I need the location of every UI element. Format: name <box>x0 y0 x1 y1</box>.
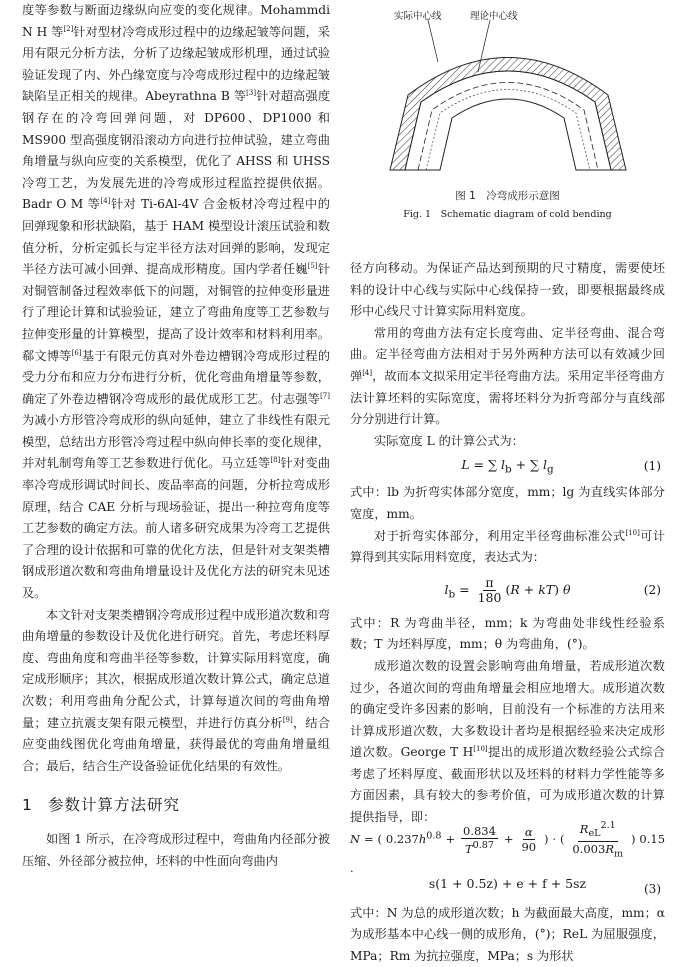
paragraph-eq1-def <box>350 482 665 525</box>
text-run: 成形道次数的设置会影响弯曲角增量，若成形道次数过少，各道次间的弯曲角增量会相应地增大。成形道次数的确定受许多因素的影响，目前没有一个标准的方法用来计算成形道次数，大多数设计者均是根据经验来决定成形道次数。George T H <box>350 658 665 760</box>
figure-caption-cn: 图 1 冷弯成形示意图 <box>455 190 560 202</box>
equation-3-line2-body: s(1 + 0.5z) + e + f + 5sz <box>428 875 587 891</box>
citation: [5] <box>307 262 318 271</box>
citation: [10] <box>625 528 640 537</box>
text-run: 基于有限元仿真对外卷边槽钢冷弯成形过程的受力分布和应力分布进行分析，优化弯曲角增量等参数，确定了外卷边槽钢冷弯成形的最优成形工艺。付志强等 <box>22 348 331 406</box>
citation: [8] <box>270 456 281 465</box>
equation-2 <box>350 569 665 613</box>
paragraph-passes <box>350 656 665 829</box>
equation-2-body: $l_b$ = $\frac{\pi}{180}$ (R + kT) θ <box>444 574 571 605</box>
equation-3 <box>350 819 666 879</box>
text-run: 如图 1 所示，在冷弯成形过程中，弯曲角内径部分被压缩、外径部分被拉伸，坯料的中性面向弯曲内 <box>22 831 330 868</box>
citation: [6] <box>71 348 82 357</box>
paragraph-width-intro <box>350 431 665 453</box>
text-run: 度等参数与断面边缘纵向应变的变化规律。Mohammdi N H 等 <box>22 3 330 39</box>
text-run: 式中：lb 为折弯实体部分宽度，mm；lg 为直线实体部分宽度，mm。 <box>350 485 665 521</box>
bending-diagram <box>350 0 665 190</box>
section-number: 1 <box>22 796 33 815</box>
text-run: 针对铜管制备过程效率低下的问题，对铜管的拉伸变形量进行了理论计算和试验验证，建立了弯曲角度等工艺参数与拉伸变形量的计算模型，提高了设计效率和材料利用率。郗文博等 <box>22 262 331 363</box>
text-run: 实际宽度 L 的计算公式为： <box>374 433 524 448</box>
text-run: 针对变曲率冷弯成形调试时间长、废品率高的问题，分析拉弯成形原理，结合 CAE 分析与现场验证，提出一种拉弯角度等工艺参数的确定方法。前人诸多研究成果为冷弯工艺提供了合理的设计依据和可靠的优化方法，但是针对支架类槽钢成形道次数和弯曲角增量设计及优化方法的研究未见述及。 <box>22 456 331 601</box>
text-run: 提出的成形道次数经验公式综合考虑了坯料厚度、截面形状以及坯料的材料力学性能等多方面因素，具有较大的参考价值，可为成形道次数的计算提供指导，即： <box>350 745 665 825</box>
leader-actual <box>428 20 438 62</box>
text-run: 常用的弯曲方法有定长度弯曲、定半径弯曲、混合弯曲。定半径弯曲方法相对于另外两种方法可以有效减少回弹 <box>350 325 665 383</box>
equation-3-number: (3) <box>644 881 661 896</box>
citation: [3] <box>246 89 257 98</box>
text-run: ，结合应变曲线图优化弯曲角增量，获得最优的弯曲角增量组合；最后，结合生产设备验证优化结果的有效性。 <box>22 715 331 773</box>
paragraph-scope <box>22 605 330 778</box>
text-run: 径方向移动。为保证产品达到预期的尺寸精度，需要使坯料的设计中心线与实际中心线保持一致，即要根据最终成形中心线尺寸计算实际用料宽度。 <box>350 261 665 319</box>
text-run: 针对超高强度钢存在的冷弯回弹问题，对 DP600、DP1000 和 MS900 型高强度钢沿滚动方向进行拉伸试验，建立弯曲角增量与纵向应变的关系模型，优化了 AHSS 和 UHSS 冷弯工艺，为发展先进的冷弯成形过程监控提供依据。Badr O M 等 <box>22 89 331 212</box>
paragraph-eq3-def <box>350 903 665 967</box>
section-heading <box>22 795 330 817</box>
equation-1-number: (1) <box>643 459 661 474</box>
text-run: 可计算得到其实际用料宽度，表达式为： <box>350 528 666 565</box>
text-run: 针对型材冷弯成形过程中的边缘起皱等问题，采用有限元分析方法，分析了边缘起皱成形机理，通过试验验证发现了内、外凸缘宽度与冷弯成形过程中的边缘起皱缺陷呈正相关的规律。Abeyrathna B 等 <box>22 24 330 104</box>
text-run: 式中：N 为总的成形道次数；h 为截面最大高度，mm；α 为成形基本中心线一侧的成形角，(°)；ReL 为屈服强度，MPa；Rm 为抗拉强度，MPa；s 为形状 <box>350 905 665 963</box>
citation: [4] <box>100 197 111 206</box>
label-actual-centerline: 实际中心线 <box>394 11 442 22</box>
paragraph-methods <box>350 323 665 431</box>
text-run: ，故而本文拟采用定半径弯曲方法。采用定半径弯曲方法计算坯料的实际宽度，需将坯料分为折弯部分与直线部分分别进行计算。 <box>350 368 665 427</box>
label-theory-centerline: 理论中心线 <box>470 11 518 22</box>
citation: [2] <box>63 24 74 33</box>
left-column <box>22 0 330 872</box>
paragraph-intro <box>22 0 330 605</box>
paragraph-continue <box>350 258 665 323</box>
section-title: 参数计算方法研究 <box>48 796 181 815</box>
equation-2-number: (2) <box>643 582 661 597</box>
text-run: 式中：R 为弯曲半径，mm；k 为弯曲处非线性经验系数；T 为坯料厚度，mm；θ 为弯曲角，(°)。 <box>350 615 665 652</box>
equation-3-line2 <box>350 873 665 903</box>
text-run: 本文针对支架类槽钢冷弯成形过程中成形道次数和弯曲角增量的参数设计及优化进行研究。首先，考虑坯料厚度、弯曲角度和弯曲半径等参数，计算实际用料宽度，确定成形顺序；其次，根据成形道次数计算公式，确定总道次数；利用弯曲角分配公式，计算每道次间的弯曲角增量；建立抗震支架有限元模型，并进行仿真分析 <box>22 607 330 730</box>
equation-1-body: L = ∑ $l_b$ + ∑ $l_g$ <box>461 456 554 476</box>
citation: [9] <box>282 715 293 724</box>
paragraph-method <box>22 829 330 872</box>
figure-caption-en: Fig. 1 Schematic diagram of cold bending <box>403 209 612 220</box>
figure-1 <box>350 0 665 258</box>
text-run: 为减小方形管冷弯成形的纵向延伸，建立了非线性有限元模型，总结出方形管冷弯过程中纵向伸长率的变化规律，并对轧制弯角等工艺参数进行优化。马立廷等 <box>22 413 330 471</box>
text-run: 针对 Ti-6Al-4V 合金板材冷弯过程中的回弹现象和形状缺陷，基于 HAM 模型设计滚压试验和数值分析，分析定弧长与定半径方法对回弹的影响，发现定半径方法可减小回弹、提高成形精度。国内学者任巍 <box>22 197 330 277</box>
paragraph-eq2-def <box>350 613 665 656</box>
equation-3-body: N = ( $0.237h^{0.8}$ + $\frac{0.834}{T^{0.87}}$ + $\frac{\alpha}{90}$ ) · ( $\frac{R_{eL}^{2.1}}{0.003R_m}$ ) 0.15 · <box>350 819 666 879</box>
paragraph-bend-intro <box>350 526 665 569</box>
citation: [4] <box>362 368 373 377</box>
citation: [7] <box>320 391 330 400</box>
equation-1 <box>350 452 665 482</box>
citation: [10] <box>473 745 488 754</box>
right-column <box>350 258 665 967</box>
text-run: 对于折弯实体部分，利用定半径弯曲标准公式 <box>374 528 626 543</box>
